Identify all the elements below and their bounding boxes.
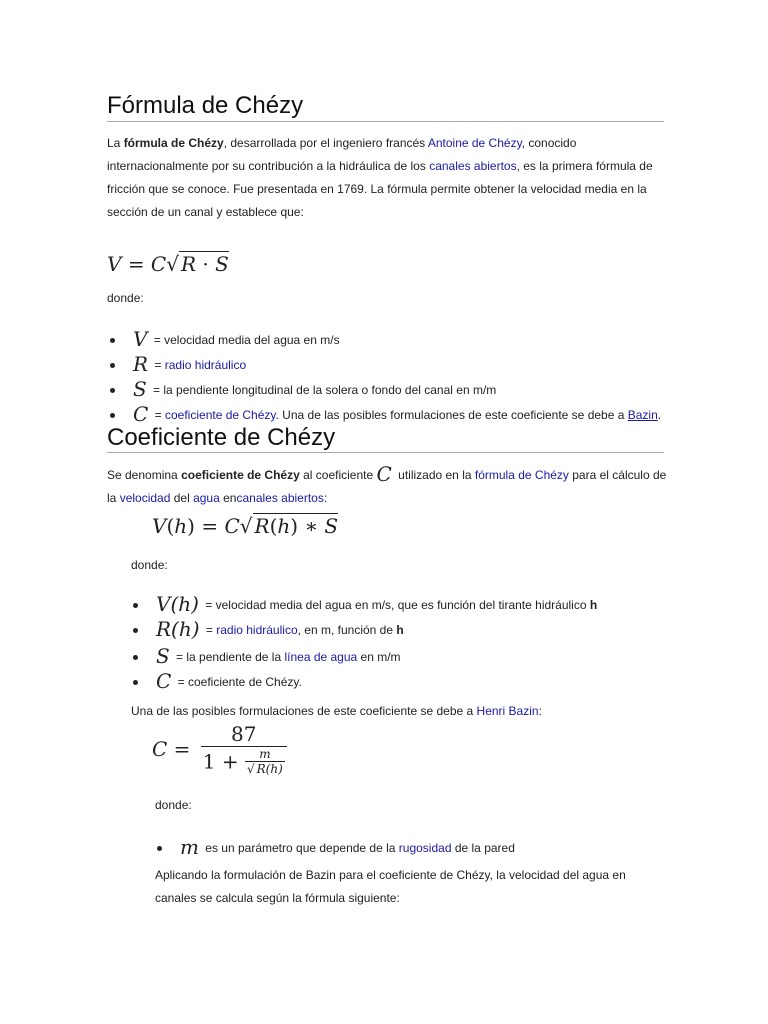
list-item: S = la pendiente longitudinal de la solera o fondo del canal en m/m [110, 377, 496, 401]
link-coeficiente-de-chezy[interactable]: coeficiente de Chézy [165, 408, 276, 422]
coeficiente-paragraph: Se denomina coeficiente de Chézy al coeficiente C utilizado en la fórmula de Chézy para el cálculo de la velocidad del agua encanales abiertos: [107, 462, 667, 505]
list-item: S = la pendiente de la línea de agua en m/m [133, 644, 401, 668]
title-divider [107, 121, 664, 122]
list-item: V = velocidad media del agua en m/s [110, 327, 340, 351]
link-velocidad[interactable]: velocidad [119, 491, 171, 505]
link-canales-abiertos[interactable]: canales abiertos [429, 159, 517, 173]
donde-label-3: donde: [155, 798, 192, 812]
link-rugosidad[interactable]: rugosidad [398, 841, 452, 855]
list-item: m es un parámetro que depende de la rugosidad de la pared [157, 835, 515, 859]
link-antoine-de-chezy[interactable]: Antoine de Chézy [427, 136, 522, 150]
list-item: R(h) = radio hidráulico, en m, función de h [133, 617, 404, 641]
bazin-formula: C = 87 1 + $\frac{m}{√ R(h)}$ [152, 722, 287, 776]
link-formula-de-chezy[interactable]: fórmula de Chézy [474, 468, 569, 482]
list-item: C = coeficiente de Chézy. Una de las posibles formulaciones de este coeficiente se debe a Bazin. [110, 402, 661, 426]
chezy-formula: V = C√ R · S [107, 252, 229, 276]
list-item: R = radio hidráulico [110, 352, 246, 376]
link-bazin[interactable]: Bazin [627, 408, 658, 422]
link-canales-abiertos-2[interactable]: canales abiertos [236, 491, 324, 505]
section-divider [107, 452, 664, 453]
bazin-intro: Una de las posibles formulaciones de este coeficiente se debe a Henri Bazin: [131, 704, 542, 718]
closing-paragraph: Aplicando la formulación de Bazin para el coeficiente de Chézy, la velocidad del agua en canales se calcula según la fórmula siguiente: [155, 868, 626, 905]
link-linea-de-agua[interactable]: línea de agua [284, 650, 358, 664]
link-radio-hidraulico-2[interactable]: radio hidráulico [216, 623, 298, 637]
donde-label-2: donde: [131, 558, 168, 572]
link-radio-hidraulico[interactable]: radio hidráulico [164, 358, 247, 372]
section-heading: Coeficiente de Chézy [107, 424, 336, 451]
link-henri-bazin[interactable]: Henri Bazin [476, 704, 539, 718]
intro-paragraph: La fórmula de Chézy, desarrollada por el ingeniero francés Antoine de Chézy, conocido internacionalmente por su contribución a la hidráulica de los canales abiertos, es la primera fórmula de fricción que se conoce. Fue presentada en 1769. La fórmula permite obtener la velocidad media en la sección de un canal y establece que: [107, 136, 653, 219]
list-item: V(h) = velocidad media del agua en m/s, que es función del tirante hidráulico h [133, 592, 597, 616]
page-title: Fórmula de Chézy [107, 92, 304, 119]
donde-label: donde: [107, 291, 144, 305]
chezy-formula-h: V(h) = C√ R(h) ∗ S [152, 514, 339, 538]
link-agua[interactable]: agua [193, 491, 220, 505]
list-item: C = coeficiente de Chézy. [133, 669, 302, 693]
